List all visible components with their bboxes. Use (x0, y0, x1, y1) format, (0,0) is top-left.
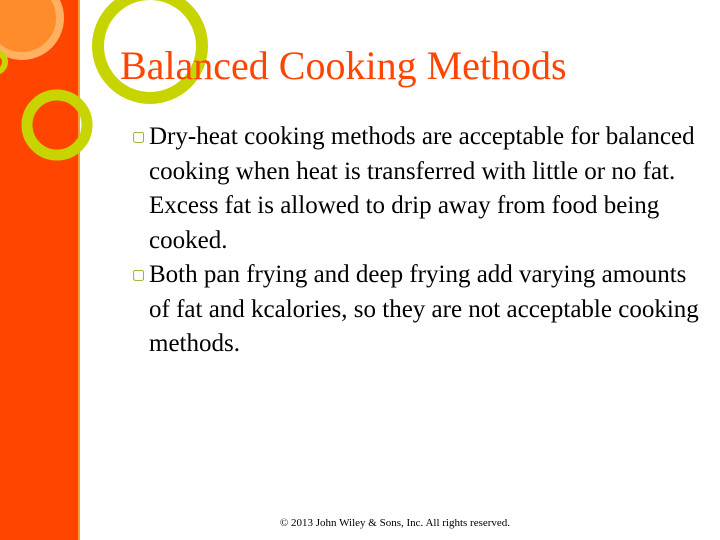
bullet-item (130, 258, 700, 362)
bullet-marker-icon: ▢ (132, 129, 146, 145)
copyright-footer: © 2013 John Wiley & Sons, Inc. All rights reserved. (279, 517, 511, 529)
green-ring-left (0, 52, 5, 72)
bullet-marker-icon: ▢ (132, 267, 146, 283)
slide-title: Balanced Cooking Methods (120, 43, 567, 88)
bullet-text: Both pan frying and deep frying add varying amounts of fat and kcalories, so they are not acceptable cooking methods. (149, 261, 699, 357)
bullet-text: Dry-heat cooking methods are acceptable for balanced cooking when heat is transferred with little or no fat. Excess fat is allowed to drip away from food being cooked. (149, 123, 695, 254)
bullet-item (130, 120, 700, 258)
bullet-list (130, 120, 700, 362)
orange-ring-top (0, 0, 60, 56)
green-ring-small (27, 95, 87, 155)
